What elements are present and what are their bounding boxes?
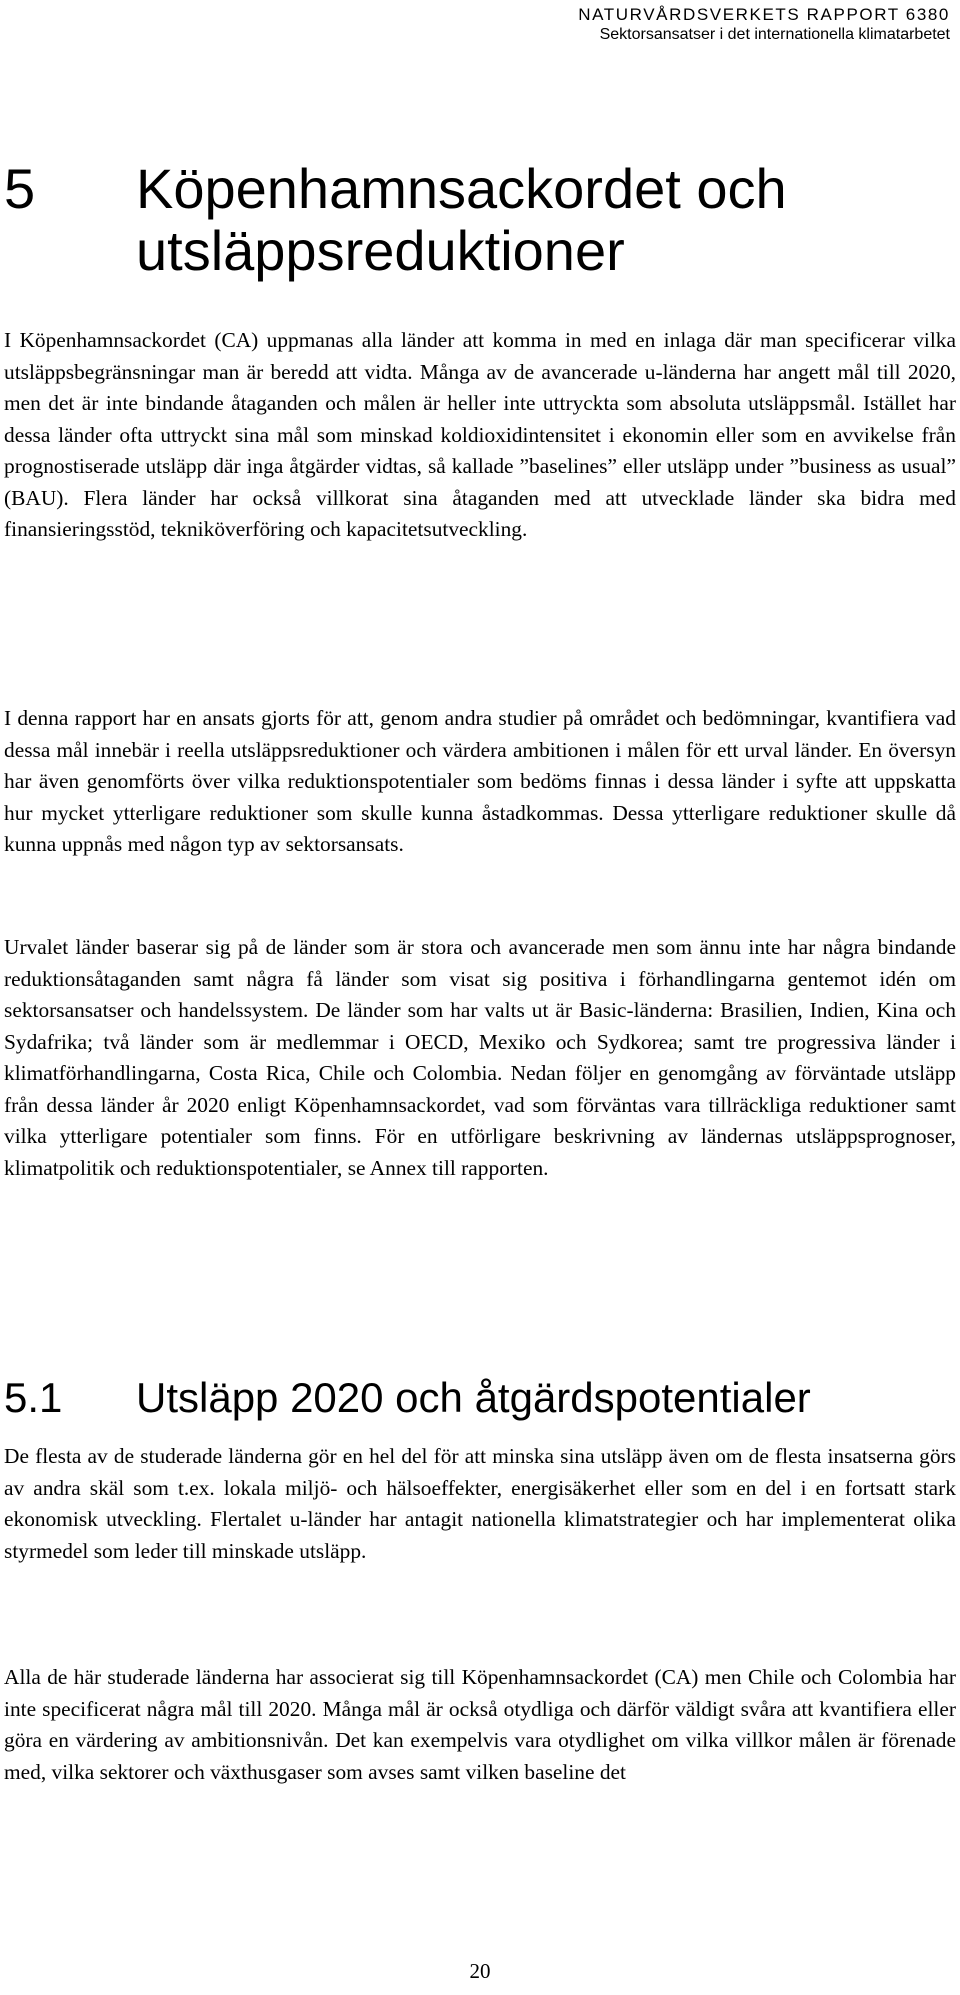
body-paragraph — [4, 932, 956, 1184]
chapter-number: 5 — [4, 157, 36, 220]
report-subtitle: Sektorsansatser i det internationella klimatarbetet — [599, 26, 950, 43]
body-paragraph — [4, 1441, 956, 1567]
body-paragraph — [4, 1662, 956, 1788]
paragraph-text: Urvalet länder baserar sig på de länder som är stora och avancerade men som ännu inte har några bindande reduktionsåtaganden samt några få länder som visat sig positiva i förhandlingarna gentemot idén om sektorsansatser och handelssystem. De länder som har valts ut är Basic-länderna: Brasilien, Indien, Kina och Sydafrika; två länder som är medlemmar i OECD, Mexiko och Sydkorea; samt tre progressiva länder i klimatförhandlingarna, Costa Rica, Chile och Colombia. Nedan följer en genomgång av förväntade utsläpp från dessa länder år 2020 enligt Köpenhamnsackordet, vad som förväntas vara tillräckliga reduktioner samt vilka ytterligare potentialer som finns. För en utförligare beskrivning av ländernas utsläppsprognoser, klimatpolitik och reduktionspotentialer, se Annex till rapporten. — [4, 935, 956, 1180]
section-title: Utsläpp 2020 och åtgärdspotentialer — [136, 1374, 811, 1421]
paragraph-text: Alla de här studerade länderna har associerat sig till Köpenhamnsackordet (CA) men Chile och Colombia har inte specificerat några mål till 2020. Många mål är också otydliga och därför väldigt svåra att kvantifiera eller göra en värdering av ambitionsnivån. Det kan exempelvis vara otydlighet om vilka villkor målen är förenade med, vilka sektorer och växthusgaser som avses samt vilken baseline det — [4, 1665, 956, 1784]
paragraph-text: I denna rapport har en ansats gjorts för att, genom andra studier på området och bedömningar, kvantifiera vad dessa mål innebär i reella utsläppsreduktioner och värdera ambitionen i målen för ett urval länder. En översyn har även genomförts över vilka reduktionspotentialer som bedöms finnas i dessa länder i syfte att uppskatta hur mycket ytterligare reduktioner som skulle kunna åstadkommas. Dessa ytterligare reduktioner skulle då kunna uppnås med någon typ av sektorsansats. — [4, 706, 956, 856]
report-series: NATURVÅRDSVERKETS RAPPORT 6380 — [578, 5, 950, 24]
body-paragraph — [4, 703, 956, 861]
paragraph-text: De flesta av de studerade länderna gör en hel del för att minska sina utsläpp även om de flesta insatserna görs av andra skäl som t.ex. lokala miljö- och hälsoeffekter, energisäkerhet eller som en del i en fortsatt stark ekonomisk utveckling. Flertalet u-länder har antagit nationella klimatstrategier och har implementerat olika styrmedel som leder till minskade utsläpp. — [4, 1444, 956, 1563]
body-paragraph — [4, 325, 956, 546]
chapter-title: Köpenhamnsackordet och utsläppsreduktioner — [136, 157, 787, 282]
section-number: 5.1 — [4, 1374, 63, 1421]
page-number: 20 — [469, 1959, 491, 1983]
running-header — [578, 4, 950, 45]
paragraph-text: I Köpenhamnsackordet (CA) uppmanas alla länder att komma in med en inlaga där man specificerar vilka utsläppsbegränsningar man är beredd att vidta. Många av de avancerade u-länderna har angett mål till 2020, men det är inte bindande åtaganden och målen är heller inte uttryckta som absoluta utsläppsmål. Istället har dessa länder ofta uttryckt sina mål som minskad koldioxidintensitet i ekonomin eller som en avvikelse från prognostiserade utsläpp där inga åtgärder vidtas, så kallade ”baselines” eller utsläpp under ”business as usual” (BAU). Flera länder har också villkorat sina åtaganden med att utvecklade länder ska bidra med finansieringsstöd, tekniköverföring och kapacitetsutveckling. — [4, 328, 956, 541]
